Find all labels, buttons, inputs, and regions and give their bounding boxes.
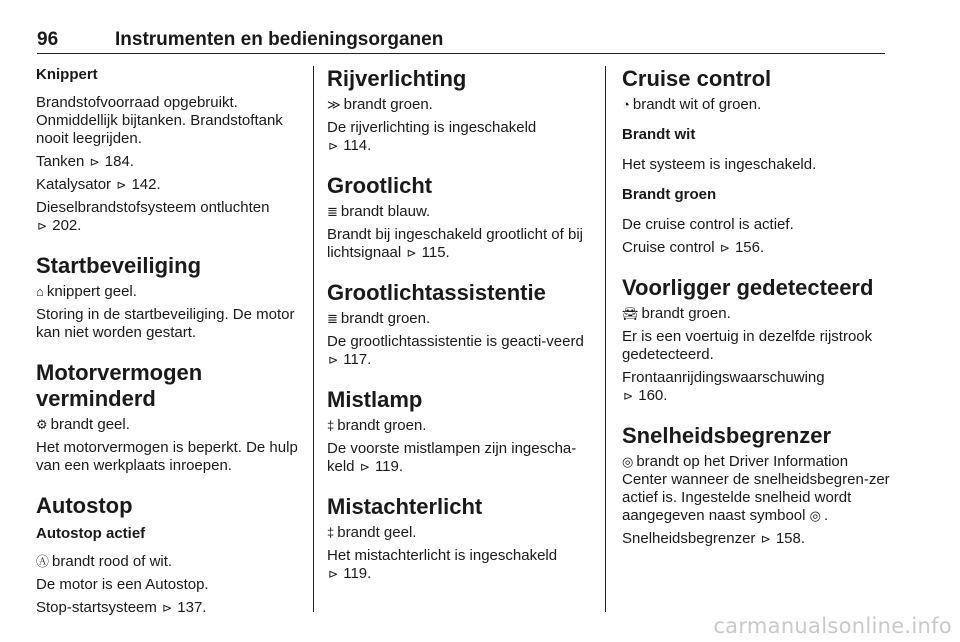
page-ref-icon: ⊳ bbox=[406, 246, 417, 260]
page-ref-icon: ⊳ bbox=[37, 219, 48, 233]
page-header bbox=[37, 27, 885, 54]
diesel-ref: Dieselbrandstofsysteem ontluchten ⊳ 202. bbox=[36, 199, 270, 234]
mistlamp-heading: Mistlamp bbox=[327, 387, 423, 412]
groot-page-link[interactable]: 115. bbox=[421, 244, 450, 261]
mist-page-link[interactable]: 119. bbox=[374, 458, 404, 475]
stopstart-page-link[interactable]: 137. bbox=[177, 599, 207, 616]
tanken-page-link[interactable]: 184. bbox=[104, 153, 134, 170]
knippert-heading: Knippert bbox=[36, 66, 98, 83]
mistachter-lamp: ‡ brandt geel. bbox=[327, 524, 417, 541]
start-text: Storing in de startbeveiliging. De motor kan niet worden gestart. bbox=[36, 306, 295, 341]
motor-text: Het motorvermogen is beperkt. De hulp van een werkplaats inroepen. bbox=[36, 439, 298, 474]
grootlicht-heading: Grootlicht bbox=[327, 173, 433, 198]
wit-text: Het systeem is ingeschakeld. bbox=[622, 156, 817, 173]
groot-text: Brandt bij ingeschakeld grootlicht of bij lichtsignaal ⊳ 115. bbox=[327, 226, 583, 261]
autostop-heading: Autostop bbox=[36, 493, 133, 518]
speed-limiter-icon: ◎ bbox=[809, 508, 821, 523]
autostop-lamp: Ⓐ brandt rood of wit. bbox=[36, 553, 173, 570]
grootlichtassistentie-heading: Grootlichtassistentie bbox=[327, 280, 546, 305]
groen-text: De cruise control is actief. bbox=[622, 216, 794, 233]
page-ref-icon: ⊳ bbox=[719, 241, 730, 255]
brandt-groen-heading: Brandt groen bbox=[622, 186, 717, 203]
frontaal-page-link[interactable]: 160. bbox=[638, 387, 668, 404]
motorvermogen-heading: Motorvermogen verminderd bbox=[36, 360, 203, 411]
page-ref-icon: ⊳ bbox=[89, 155, 100, 169]
rear-fog-icon: ‡ bbox=[327, 525, 335, 540]
stopstart-ref: Stop-startsysteem ⊳ 137. bbox=[36, 599, 207, 616]
cruise-control-icon: ◔ bbox=[622, 97, 630, 112]
page-ref-icon: ⊳ bbox=[328, 353, 339, 367]
rij-text: De rijverlichting is ingeschakeld ⊳ 114. bbox=[327, 119, 537, 154]
vehicle-ahead-icon: 🚘︎ bbox=[622, 306, 639, 321]
diesel-page-link[interactable]: 202. bbox=[52, 217, 82, 234]
high-beam-assist-icon: ≣ bbox=[327, 311, 338, 326]
rijverlichting-heading: Rijverlichting bbox=[327, 66, 467, 91]
column-1 bbox=[36, 66, 302, 622]
startbeveiliging-heading: Startbeveiliging bbox=[36, 253, 202, 278]
snel-ref: Snelheidsbegrenzer ⊳ 158. bbox=[622, 530, 806, 547]
daytime-lights-icon: ≫ bbox=[327, 97, 341, 112]
voor-lamp: 🚘︎ brandt groen. bbox=[622, 305, 731, 322]
front-fog-icon: ‡ bbox=[327, 418, 335, 433]
snel-page-link[interactable]: 158. bbox=[775, 530, 806, 547]
start-lamp: ⌂ knippert geel. bbox=[36, 283, 137, 300]
kat-ref: Katalysator ⊳ 142. bbox=[36, 176, 161, 193]
immobilizer-lamp-icon: ⌂ bbox=[36, 284, 44, 299]
groot-lamp: ≣ brandt blauw. bbox=[327, 203, 431, 220]
cruise-heading: Cruise control bbox=[622, 66, 772, 91]
brandstof-text: Brandstofvoorraad opgebruikt. Onmiddellijk bijtanken. Brandstoftank nooit leegrijden. bbox=[36, 94, 283, 147]
page-ref-icon: ⊳ bbox=[760, 532, 771, 546]
page-title: Instrumenten en bedieningsorganen bbox=[115, 29, 444, 50]
high-beam-icon: ≣ bbox=[327, 204, 338, 219]
page-ref-icon: ⊳ bbox=[359, 460, 370, 474]
assist-page-link[interactable]: 117. bbox=[343, 351, 372, 368]
page-ref-icon: ⊳ bbox=[116, 178, 127, 192]
column-divider-1 bbox=[313, 66, 314, 612]
brandt-wit-heading: Brandt wit bbox=[622, 126, 696, 143]
column-divider-2 bbox=[605, 66, 606, 612]
snelheidsbegrenzer-heading: Snelheidsbegrenzer bbox=[622, 423, 832, 448]
rij-page-link[interactable]: 114. bbox=[343, 137, 372, 154]
mistachterlicht-heading: Mistachterlicht bbox=[327, 494, 483, 519]
mist-text: De voorste mistlampen zijn ingescha-keld ⊳ 119. bbox=[327, 440, 577, 475]
frontaal-ref: Frontaanrijdingswaarschuwing ⊳ 160. bbox=[622, 369, 825, 404]
page-ref-icon: ⊳ bbox=[623, 389, 634, 403]
assist-lamp: ≣ brandt groen. bbox=[327, 310, 431, 327]
mist-lamp: ‡ brandt groen. bbox=[327, 417, 427, 434]
autostop-text: De motor is een Autostop. bbox=[36, 576, 209, 593]
autostop-sub: Autostop actief bbox=[36, 525, 146, 542]
page-ref-icon: ⊳ bbox=[328, 139, 339, 153]
page-ref-icon: ⊳ bbox=[162, 601, 173, 615]
cruise-page-link[interactable]: 156. bbox=[734, 239, 765, 256]
column-3 bbox=[622, 66, 892, 553]
voorligger-heading: Voorligger gedetecteerd bbox=[622, 275, 874, 300]
mistachter-text: Het mistachterlicht is ingeschakeld ⊳ 119. bbox=[327, 547, 558, 582]
autostop-lamp-icon: Ⓐ bbox=[36, 554, 50, 569]
column-2 bbox=[327, 66, 589, 583]
watermark: carmanualsonline.info bbox=[713, 614, 952, 638]
assist-text: De grootlichtassistentie is geacti-veerd ⊳ 117. bbox=[327, 333, 584, 368]
cruise-lamp: ◔ brandt wit of groen. bbox=[622, 96, 762, 113]
snel-lamp: ◎ brandt op het Driver Information Center wanneer de snelheidsbegren-zer actief is. Ingestelde snelheid wordt aangegeven naast symbool ◎ . bbox=[622, 453, 890, 524]
reduced-power-lamp-icon: ⚙ bbox=[36, 417, 48, 432]
motor-lamp: ⚙ brandt geel. bbox=[36, 416, 130, 433]
tanken-ref: Tanken ⊳ 184. bbox=[36, 153, 134, 170]
page-number: 96 bbox=[37, 29, 59, 50]
speed-limiter-icon: ◎ bbox=[622, 454, 634, 469]
rij-lamp: ≫ brandt groen. bbox=[327, 96, 433, 113]
cruise-ref: Cruise control ⊳ 156. bbox=[622, 239, 765, 256]
kat-page-link[interactable]: 142. bbox=[131, 176, 161, 193]
mistachter-page-link[interactable]: 119. bbox=[343, 565, 372, 582]
page-ref-icon: ⊳ bbox=[328, 567, 339, 581]
voor-text: Er is een voertuig in dezelfde rijstrook gedetecteerd. bbox=[622, 328, 873, 363]
